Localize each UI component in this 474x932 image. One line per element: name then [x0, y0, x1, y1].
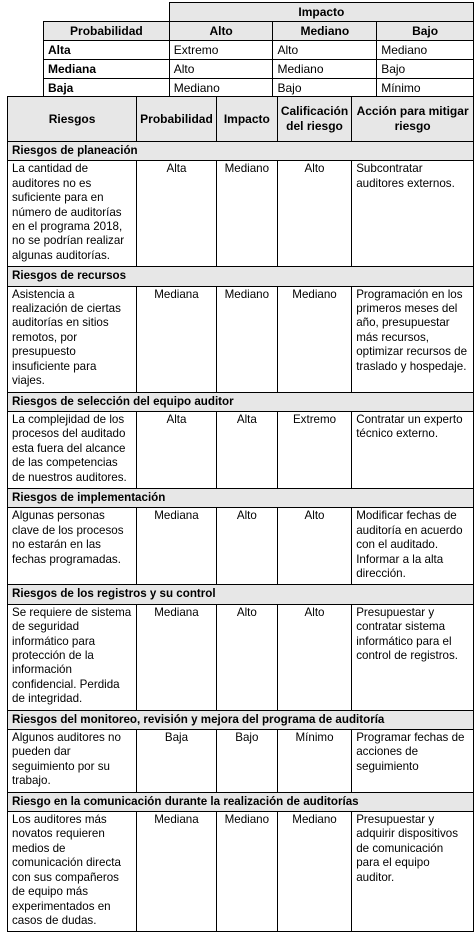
matrix-impact-header-row — [44, 3, 474, 22]
section-title: Riesgos de implementación — [8, 488, 474, 507]
section-header-row — [8, 392, 474, 411]
risks-column-header: Impacto — [216, 97, 277, 142]
matrix-cell: Mediano — [169, 79, 273, 98]
matrix-cell: Mediano — [273, 60, 377, 79]
section-title: Riesgo en la comunicación durante la realización de auditorías — [8, 792, 474, 811]
section-title: Riesgos de los registros y su control — [8, 585, 474, 604]
section-title: Riesgos de planeación — [8, 142, 474, 161]
risk-action: Programar fechas de acciones de seguimiento — [352, 730, 474, 793]
risk-impact: Alto — [216, 508, 277, 585]
risk-action: Contratar un experto técnico externo. — [352, 411, 474, 488]
risks-column-header: Riesgos — [8, 97, 137, 142]
risk-action: Subcontratar auditores externos. — [352, 161, 474, 267]
matrix-row — [44, 41, 474, 60]
risk-impact: Mediano — [216, 812, 277, 932]
risk-probability: Mediana — [137, 604, 217, 710]
risk-action: Presupuestar y adquirir dispositivos de comunicación para el equipo auditor. — [352, 812, 474, 932]
matrix-column-header-row — [44, 22, 474, 41]
risk-rating: Alto — [277, 161, 351, 267]
risk-rating: Mínimo — [277, 730, 351, 793]
risk-probability: Mediana — [137, 508, 217, 585]
risks-column-header: Calificación del riesgo — [277, 97, 351, 142]
risk-row — [8, 604, 474, 710]
risk-impact: Mediano — [216, 286, 277, 392]
matrix-column-header: Mediano — [273, 22, 377, 41]
risk-row — [8, 286, 474, 392]
section-header-row — [8, 488, 474, 507]
risk-row — [8, 730, 474, 793]
risk-action: Presupuestar y contratar sistema informático para el control de registros. — [352, 604, 474, 710]
risk-impact: Alto — [216, 604, 277, 710]
section-header-row — [8, 267, 474, 286]
section-header-row — [8, 792, 474, 811]
risk-row — [8, 812, 474, 932]
risk-description: Los auditores más novatos requieren medios de comunicación directa con sus compañeros de equipo más experimentados en casos de dudas. — [8, 812, 137, 932]
risk-probability: Alta — [137, 411, 217, 488]
risk-row — [8, 411, 474, 488]
risk-description: Algunas personas clave de los procesos no estarán en las fechas programadas. — [8, 508, 137, 585]
matrix-impact-header: Impacto — [169, 3, 473, 22]
risk-rating: Mediano — [277, 812, 351, 932]
risks-column-header: Acción para mitigar riesgo — [352, 97, 474, 142]
risk-description: Se requiere de sistema de seguridad informático para protección de la información confidencial. Perdida de integridad. — [8, 604, 137, 710]
matrix-cell: Mínimo — [377, 79, 474, 98]
risk-impact: Alta — [216, 411, 277, 488]
section-header-row — [8, 710, 474, 729]
section-title: Riesgos del monitoreo, revisión y mejora del programa de auditoría — [8, 710, 474, 729]
matrix-cell: Bajo — [377, 60, 474, 79]
risk-probability: Alta — [137, 161, 217, 267]
risk-description: Asistencia a realización de ciertas auditorías en sitios remotos, por presupuesto insuficiente para viajes. — [8, 286, 137, 392]
risk-action: Programación en los primeros meses del año, presupuestar más recursos, optimizar recursos de traslado y hospedaje. — [352, 286, 474, 392]
risk-description: La cantidad de auditores no es suficiente para en número de auditorías en el programa 2018, no se podrían realizar algunas auditorías. — [8, 161, 137, 267]
risk-rating: Mediano — [277, 286, 351, 392]
risk-probability: Mediana — [137, 812, 217, 932]
risk-row — [8, 508, 474, 585]
matrix-cell: Mediano — [377, 41, 474, 60]
risk-impact: Mediano — [216, 161, 277, 267]
matrix-column-header: Alto — [169, 22, 273, 41]
risks-column-header: Probabilidad — [137, 97, 217, 142]
risk-description: La complejidad de los procesos del auditado esta fuera del alcance de las competencias de nuestros auditores. — [8, 411, 137, 488]
risk-row — [8, 161, 474, 267]
risk-rating: Alto — [277, 604, 351, 710]
matrix-cell: Alto — [273, 41, 377, 60]
matrix-cell: Bajo — [273, 79, 377, 98]
risk-probability: Mediana — [137, 286, 217, 392]
risk-description: Algunos auditores no pueden dar seguimiento por su trabajo. — [8, 730, 137, 793]
risks-table — [7, 96, 474, 932]
risk-action: Modificar fechas de auditoría en acuerdo con el auditado. Informar a la alta dirección. — [352, 508, 474, 585]
risk-impact: Bajo — [216, 730, 277, 793]
matrix-row-label: Baja — [44, 79, 170, 98]
matrix-row-label: Alta — [44, 41, 170, 60]
matrix-probability-header: Probabilidad — [44, 22, 170, 41]
matrix-corner — [44, 3, 170, 22]
risk-rating: Alto — [277, 508, 351, 585]
matrix-row — [44, 60, 474, 79]
section-title: Riesgos de selección del equipo auditor — [8, 392, 474, 411]
section-header-row — [8, 585, 474, 604]
matrix-cell: Extremo — [169, 41, 273, 60]
section-title: Riesgos de recursos — [8, 267, 474, 286]
risks-header-row — [8, 97, 474, 142]
matrix-cell: Alto — [169, 60, 273, 79]
risk-probability: Baja — [137, 730, 217, 793]
matrix-row-label: Mediana — [44, 60, 170, 79]
section-header-row — [8, 142, 474, 161]
matrix-row — [44, 79, 474, 98]
risk-matrix-table — [43, 2, 474, 98]
matrix-column-header: Bajo — [377, 22, 474, 41]
risk-rating: Extremo — [277, 411, 351, 488]
